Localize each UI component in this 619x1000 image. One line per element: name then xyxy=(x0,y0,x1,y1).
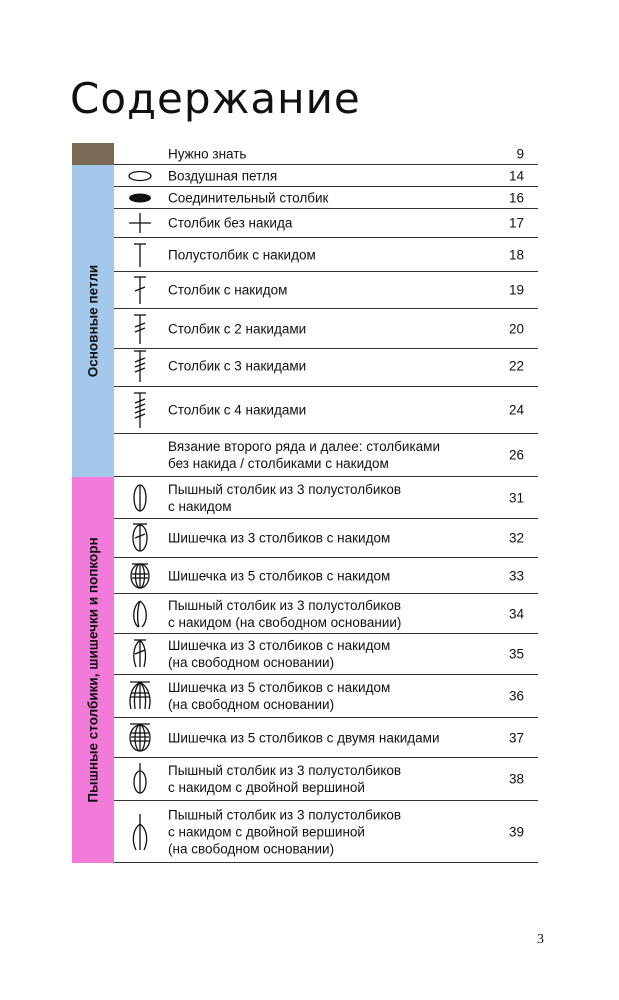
toc-page-number: 16 xyxy=(508,190,524,205)
empty-symbol-cell xyxy=(114,143,166,164)
toc-entry-title xyxy=(168,167,498,184)
toc-entry-line: Пышный столбик из 3 полустолбиков xyxy=(168,807,402,822)
toc-entry-line: Шишечка из 5 столбиков с двумя накидами xyxy=(168,730,440,745)
toc-entry-line: (на свободном основании) xyxy=(168,655,335,670)
toc-page-number: 14 xyxy=(508,168,524,183)
toc-row[interactable] xyxy=(114,594,538,634)
bobble-5-icon xyxy=(114,558,166,593)
toc-row[interactable] xyxy=(114,519,538,558)
toc-page-number: 39 xyxy=(508,824,524,839)
toc-entry-title xyxy=(168,282,498,299)
toc-entry-title xyxy=(168,567,498,584)
toc-row[interactable] xyxy=(114,209,538,238)
toc-entry-line: (на свободном основании) xyxy=(168,697,335,712)
slip-stitch-icon xyxy=(114,187,166,208)
toc-page-number: 36 xyxy=(508,688,524,704)
toc-page-number: 26 xyxy=(508,447,524,463)
single-crochet-icon xyxy=(114,209,166,237)
toc-entry-line: Столбик с 4 накидами xyxy=(168,402,307,418)
toc-page-number: 9 xyxy=(516,146,524,161)
toc-page-number: 18 xyxy=(508,247,524,262)
toc-entry-line: с накидом xyxy=(168,498,232,514)
triple-treble-icon xyxy=(114,387,166,433)
bobble-5-open-icon xyxy=(114,675,166,717)
puff-stitch-icon xyxy=(114,477,166,518)
toc-entry-line: (на свободном основании) xyxy=(168,841,335,856)
toc-entry-title xyxy=(168,806,498,857)
toc-page-number: 33 xyxy=(508,568,524,583)
toc-entry-title xyxy=(168,762,498,796)
toc-entry-line: Нужно знать xyxy=(168,146,247,161)
toc-entry-title xyxy=(168,189,498,206)
toc-entry-title xyxy=(168,679,498,713)
toc-entry-line: с накидом с двойной вершиной xyxy=(168,824,365,839)
toc-entry-line: Воздушная петля xyxy=(168,168,278,183)
page-number: 3 xyxy=(537,932,544,947)
toc-entry-title xyxy=(168,530,498,547)
bobble-3-icon xyxy=(114,519,166,557)
toc-entry-line: с накидом с двойной вершиной xyxy=(168,780,365,795)
toc-entry-line: Столбик с накидом xyxy=(168,282,288,298)
toc-page-number: 32 xyxy=(508,530,524,546)
toc-row[interactable] xyxy=(114,758,538,801)
toc-entry-line: Вязание второго ряда и далее: столбиками xyxy=(168,439,440,454)
bobble-5-treble-icon xyxy=(114,718,166,757)
empty-symbol-cell xyxy=(114,434,166,476)
toc-row[interactable] xyxy=(114,634,538,675)
toc-row[interactable] xyxy=(114,165,538,187)
toc-entry-title xyxy=(168,729,498,746)
toc-entry-line: с накидом (на свободном основании) xyxy=(168,614,402,630)
toc-row[interactable] xyxy=(114,558,538,594)
toc-entry-title xyxy=(168,246,498,263)
toc-entry-line: Пышный столбик из 3 полустолбиков xyxy=(168,481,402,497)
toc-row[interactable] xyxy=(114,346,538,387)
section-label-puff: Пышные столбики, шишечки и попкорн xyxy=(85,537,101,803)
toc-entry-title xyxy=(168,637,498,671)
toc-page-number: 37 xyxy=(508,730,524,745)
toc-page-number: 24 xyxy=(508,402,524,418)
toc-page-number: 34 xyxy=(508,606,524,621)
toc-page-number: 20 xyxy=(508,321,524,336)
toc-entry-line: Столбик с 3 накидами xyxy=(168,358,307,374)
toc-page-number: 35 xyxy=(508,646,524,662)
toc-entry-title xyxy=(168,597,498,631)
section-band-puff xyxy=(72,477,114,863)
puff-double-top-open-icon xyxy=(114,801,166,862)
toc-entry-line: Шишечка из 5 столбиков с накидом xyxy=(168,680,391,695)
toc-entry-line: Пышный столбик из 3 полустолбиков xyxy=(168,597,402,613)
puff-double-top-icon xyxy=(114,758,166,800)
toc-entry-title xyxy=(168,215,498,232)
toc-row[interactable] xyxy=(114,187,538,209)
toc-row[interactable] xyxy=(114,272,538,309)
toc-page-number: 31 xyxy=(508,490,524,505)
toc-row[interactable] xyxy=(114,718,538,758)
toc-entry-line: без накида / столбиками с накидом xyxy=(168,456,389,471)
toc-row[interactable] xyxy=(114,801,538,863)
section-label-basic: Основные петли xyxy=(85,264,101,378)
toc-entry-line: Шишечка из 3 столбиков с накидом xyxy=(168,530,391,546)
half-double-crochet-icon xyxy=(114,238,166,271)
toc-page-number: 17 xyxy=(508,215,524,231)
toc-row[interactable] xyxy=(114,477,538,519)
toc-entry-line: Полустолбик с накидом xyxy=(168,247,316,262)
toc-entry-title xyxy=(168,438,498,472)
toc-entry-line: Шишечка из 3 столбиков с накидом xyxy=(168,638,391,653)
toc-row[interactable] xyxy=(114,238,538,272)
treble-crochet-icon xyxy=(114,309,166,348)
toc-entry-title xyxy=(168,358,498,375)
toc-row[interactable] xyxy=(114,387,538,434)
toc-entry-title xyxy=(168,481,498,515)
puff-stitch-open-icon xyxy=(114,594,166,633)
toc-row[interactable] xyxy=(114,143,538,165)
toc-entry-line: Пышный столбик из 3 полустолбиков xyxy=(168,763,402,778)
toc-entry-title xyxy=(168,402,498,419)
toc-entry-title xyxy=(168,145,498,162)
toc-row[interactable] xyxy=(114,309,538,349)
page-title: Содержание xyxy=(70,74,361,123)
toc-page-number: 22 xyxy=(508,358,524,374)
toc-page-number: 38 xyxy=(508,771,524,787)
toc-entry-line: Столбик с 2 накидами xyxy=(168,321,307,336)
double-treble-icon xyxy=(114,346,166,386)
toc-row[interactable] xyxy=(114,675,538,718)
section-band-basic xyxy=(72,165,114,477)
toc-entry-line: Соединительный столбик xyxy=(168,190,329,205)
toc-entry-line: Шишечка из 5 столбиков с накидом xyxy=(168,568,391,583)
toc-row[interactable] xyxy=(114,434,538,477)
double-crochet-icon xyxy=(114,272,166,308)
toc-page-number: 19 xyxy=(508,282,524,298)
toc-entry-title xyxy=(168,320,498,337)
bobble-3-open-icon xyxy=(114,634,166,674)
toc-entry-line: Столбик без накида xyxy=(168,215,293,231)
chain-stitch-icon xyxy=(114,165,166,186)
top-color-swatch xyxy=(72,143,114,165)
